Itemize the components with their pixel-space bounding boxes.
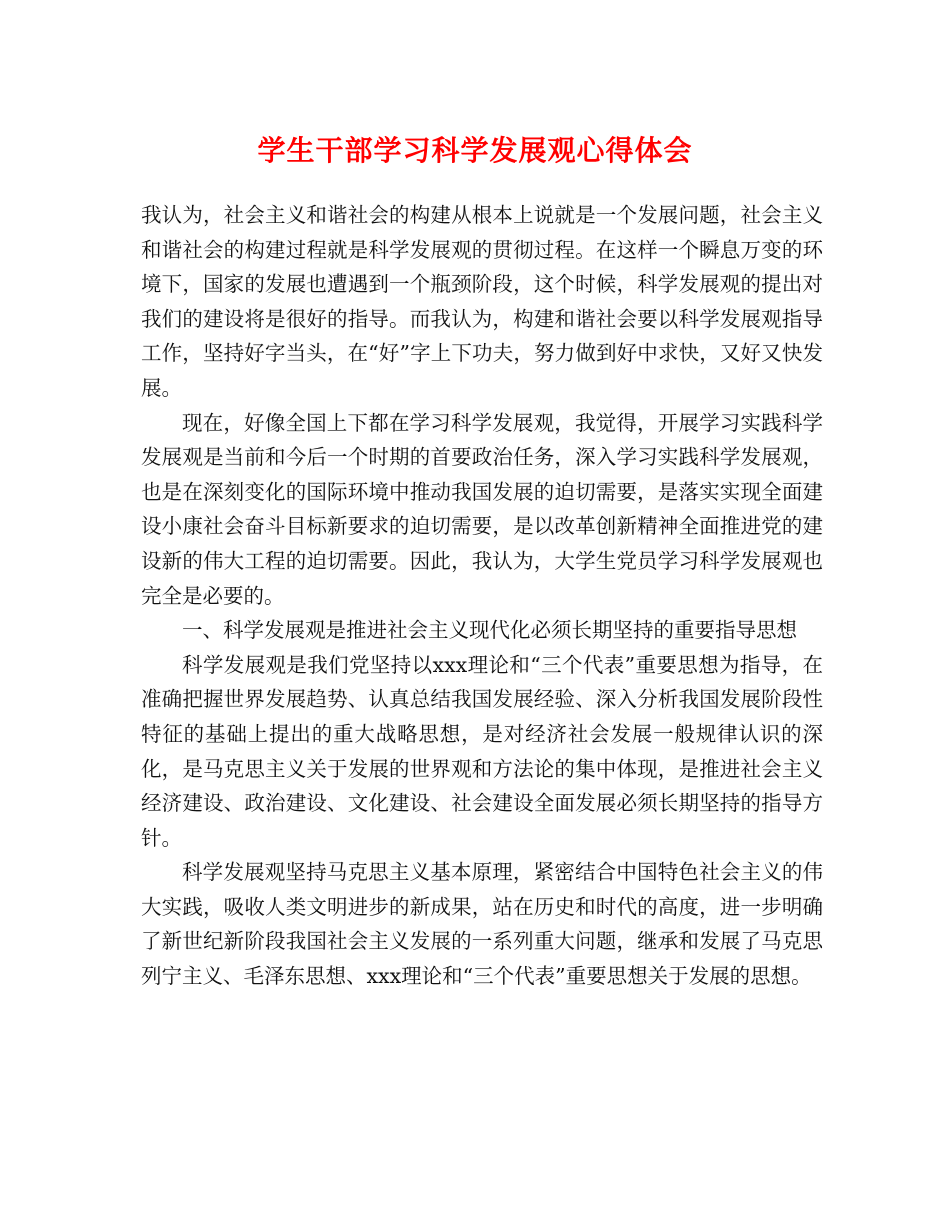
- document-body: [141, 198, 823, 994]
- paragraph-current-study: 现在，好像全国上下都在学习科学发展观，我觉得，开展学习实践科学发展观是当前和今后一个时期的首要政治任务，深入学习实践科学发展观，也是在深刻变化的国际环境中推动我国发展的迫切需要，是落实实现全面建设小康社会奋斗目标新要求的迫切需要，是以改革创新精神全面推进党的建设新的伟大工程的迫切需要。因此，我认为，大学生党员学习科学发展观也完全是必要的。: [141, 410, 823, 608]
- paragraph-guiding-thought: 科学发展观是我们党坚持以xxx理论和“三个代表”重要思想为指导，在准确把握世界发展趋势、认真总结我国发展经验、深入分析我国发展阶段性特征的基础上提出的重大战略思想，是对经济社会发展一般规律认识的深化，是马克思主义关于发展的世界观和方法论的集中体现，是推进社会主义经济建设、政治建设、文化建设、社会建设全面发展必须长期坚持的指导方针。: [141, 652, 823, 850]
- section-heading-one: 一、科学发展观是推进社会主义现代化必须长期坚持的重要指导思想: [182, 618, 797, 643]
- document-title: 学生干部学习科学发展观心得体会: [257, 134, 693, 167]
- paragraph-marxism: 科学发展观坚持马克思主义基本原理，紧密结合中国特色社会主义的伟大实践，吸收人类文明进步的新成果，站在历史和时代的高度，进一步明确了新世纪新阶段我国社会主义发展的一系列重大问题，继承和发展了马克思列宁主义、毛泽东思想、xxx理论和“三个代表”重要思想关于发展的思想。: [141, 860, 823, 989]
- paragraph-intro: 我认为，社会主义和谐社会的构建从根本上说就是一个发展问题，社会主义和谐社会的构建过程就是科学发展观的贯彻过程。在这样一个瞬息万变的环境下，国家的发展也遭遇到一个瓶颈阶段，这个时候，科学发展观的提出对我们的建设将是很好的指导。而我认为，构建和谐社会要以科学发展观指导工作，坚持好字当头，在“好”字上下功夫，努力做到好中求快，又好又快发展。: [141, 203, 823, 400]
